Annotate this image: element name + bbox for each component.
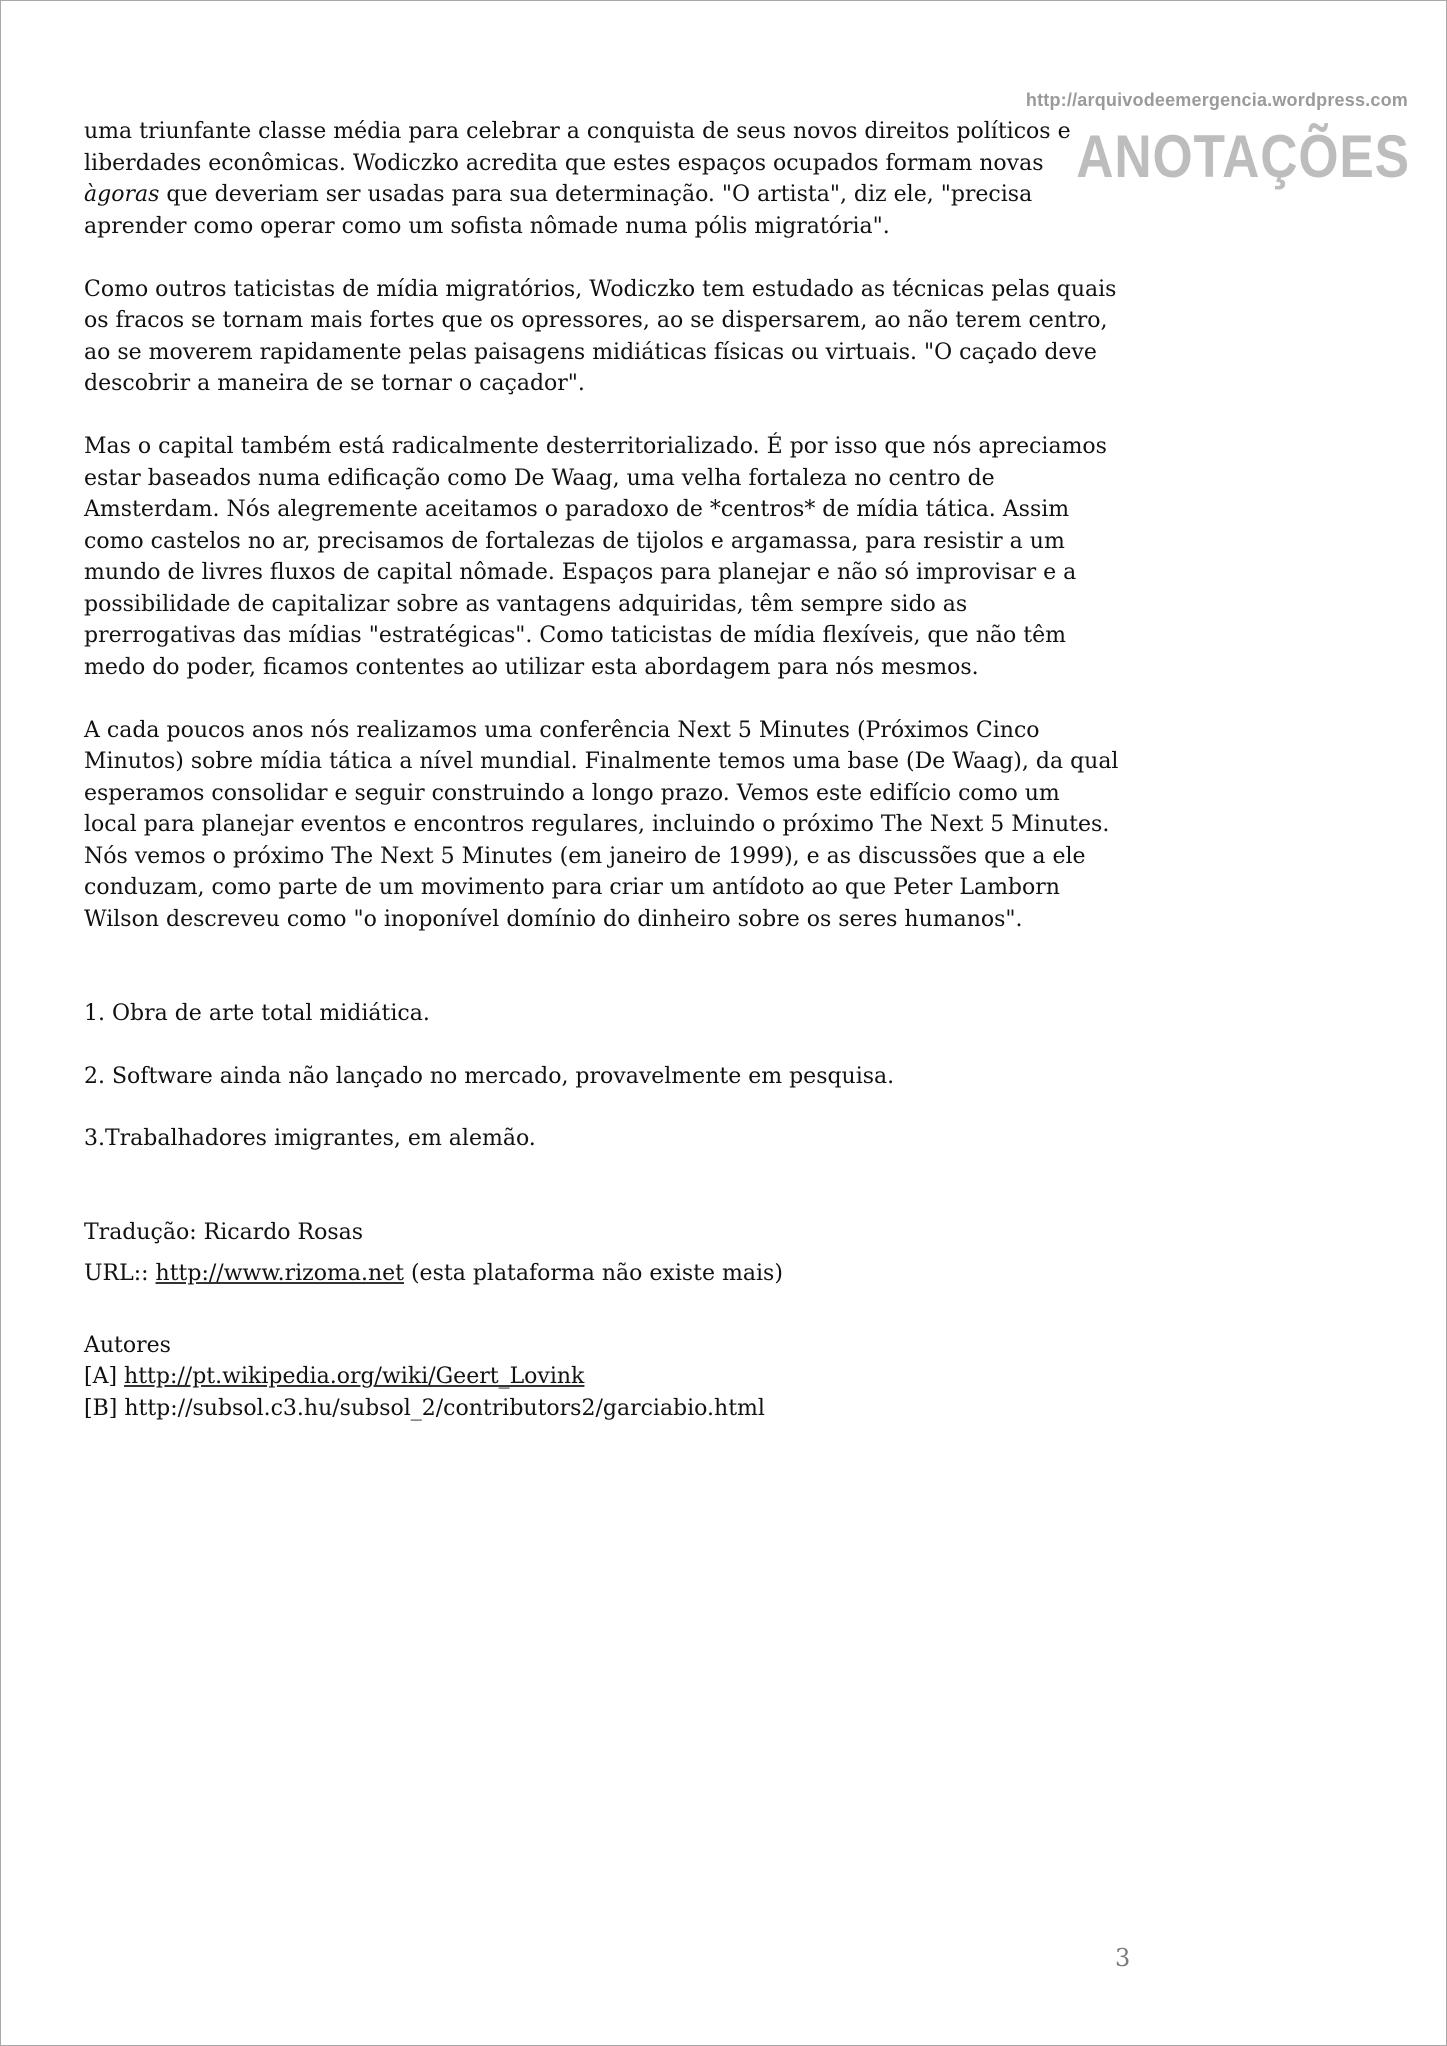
author-b-line: [B] http://subsol.c3.hu/subsol_2/contributors2/garciabio.html [84, 1395, 765, 1421]
translator-credit: Tradução: Ricardo Rosas [84, 1219, 364, 1245]
site-url: http://arquivodeemergencia.wordpress.com [1025, 90, 1408, 110]
source-url-note: (esta plataforma não existe mais) [403, 1261, 783, 1286]
authors-heading: Autores [84, 1332, 171, 1358]
source-url-prefix: URL:: [84, 1261, 156, 1286]
translation-credits [84, 1217, 1119, 1290]
footnote-2: 2. Software ainda não lançado no mercado, provavelmente em pesquisa. [84, 1063, 895, 1089]
source-url-link[interactable]: http://www.rizoma.net [155, 1261, 404, 1286]
paragraph-1 [84, 116, 1119, 242]
paragraph-1-italic-term: àgoras [84, 182, 160, 207]
authors-section [84, 1330, 1119, 1425]
paragraph-1-text-a: uma triunfante classe média para celebrar a conquista de seus novos direitos políticos e liberdades econômicas. Wodiczko acredita que estes espaços ocupados formam novas [84, 119, 1071, 176]
paragraph-2: Como outros taticistas de mídia migratórios, Wodiczko tem estudado as técnicas pelas quais os fracos se tornam mais fortes que os opressores, ao se dispersarem, ao não terem centro, ao se moverem rapidamente pelas paisagens midiáticas físicas ou virtuais. "O caçado deve descobrir a maneira de se tornar o caçador". [84, 276, 1117, 396]
page-number: 3 [1115, 1944, 1131, 1972]
paragraph-3: Mas o capital também está radicalmente desterritorializado. É por isso que nós apreciamos estar baseados numa edificação como De Waag, uma velha fortaleza no centro de Amsterdam. Nós alegremente aceitamos o paradoxo de *centros* de mídia tática. Assim como castelos no ar, precisamos de fortalezas de tijolos e argamassa, para resistir a um mundo de livres fluxos de capital nômade. Espaços para planejar e não só improvisar e a possibilidade de capitalizar sobre as vantagens adquiridas, têm sempre sido as prerrogativas das mídias "estratégicas". Como taticistas de mídia flexíveis, que não têm medo do poder, ficamos contentes ao utilizar esta abordagem para nós mesmos. [84, 434, 1107, 680]
source-url-line [84, 1258, 1119, 1290]
site-logo: ANOTAÇÕES [1076, 123, 1410, 190]
author-a-line [84, 1361, 1119, 1393]
footnotes [84, 998, 1119, 1155]
author-a-prefix: [A] [84, 1364, 125, 1389]
document-body [84, 116, 1119, 1424]
footnote-3: 3.Trabalhadores imigrantes, em alemão. [84, 1126, 536, 1151]
author-a-link[interactable]: http://pt.wikipedia.org/wiki/Geert_Lovink [124, 1364, 585, 1389]
paragraph-1-text-b: que deveriam ser usadas para sua determinação. "O artista", diz ele, "precisa aprender como operar como um sofista nômade numa pólis migratória". [84, 182, 1033, 239]
paragraph-4: A cada poucos anos nós realizamos uma conferência Next 5 Minutes (Próximos Cinco Minutos) sobre mídia tática a nível mundial. Finalmente temos uma base (De Waag), da qual esperamos consolidar e seguir construindo a longo prazo. Vemos este edifício como um local para planejar eventos e encontros regulares, incluindo o próximo The Next 5 Minutes. Nós vemos o próximo The Next 5 Minutes (em janeiro de 1999), e as discussões que a ele conduzam, como parte de um movimento para criar um antídoto ao que Peter Lamborn Wilson descreveu como "o inoponível domínio do dinheiro sobre os seres humanos". [84, 717, 1119, 932]
footnote-1: 1. Obra de arte total midiática. [84, 1001, 430, 1026]
